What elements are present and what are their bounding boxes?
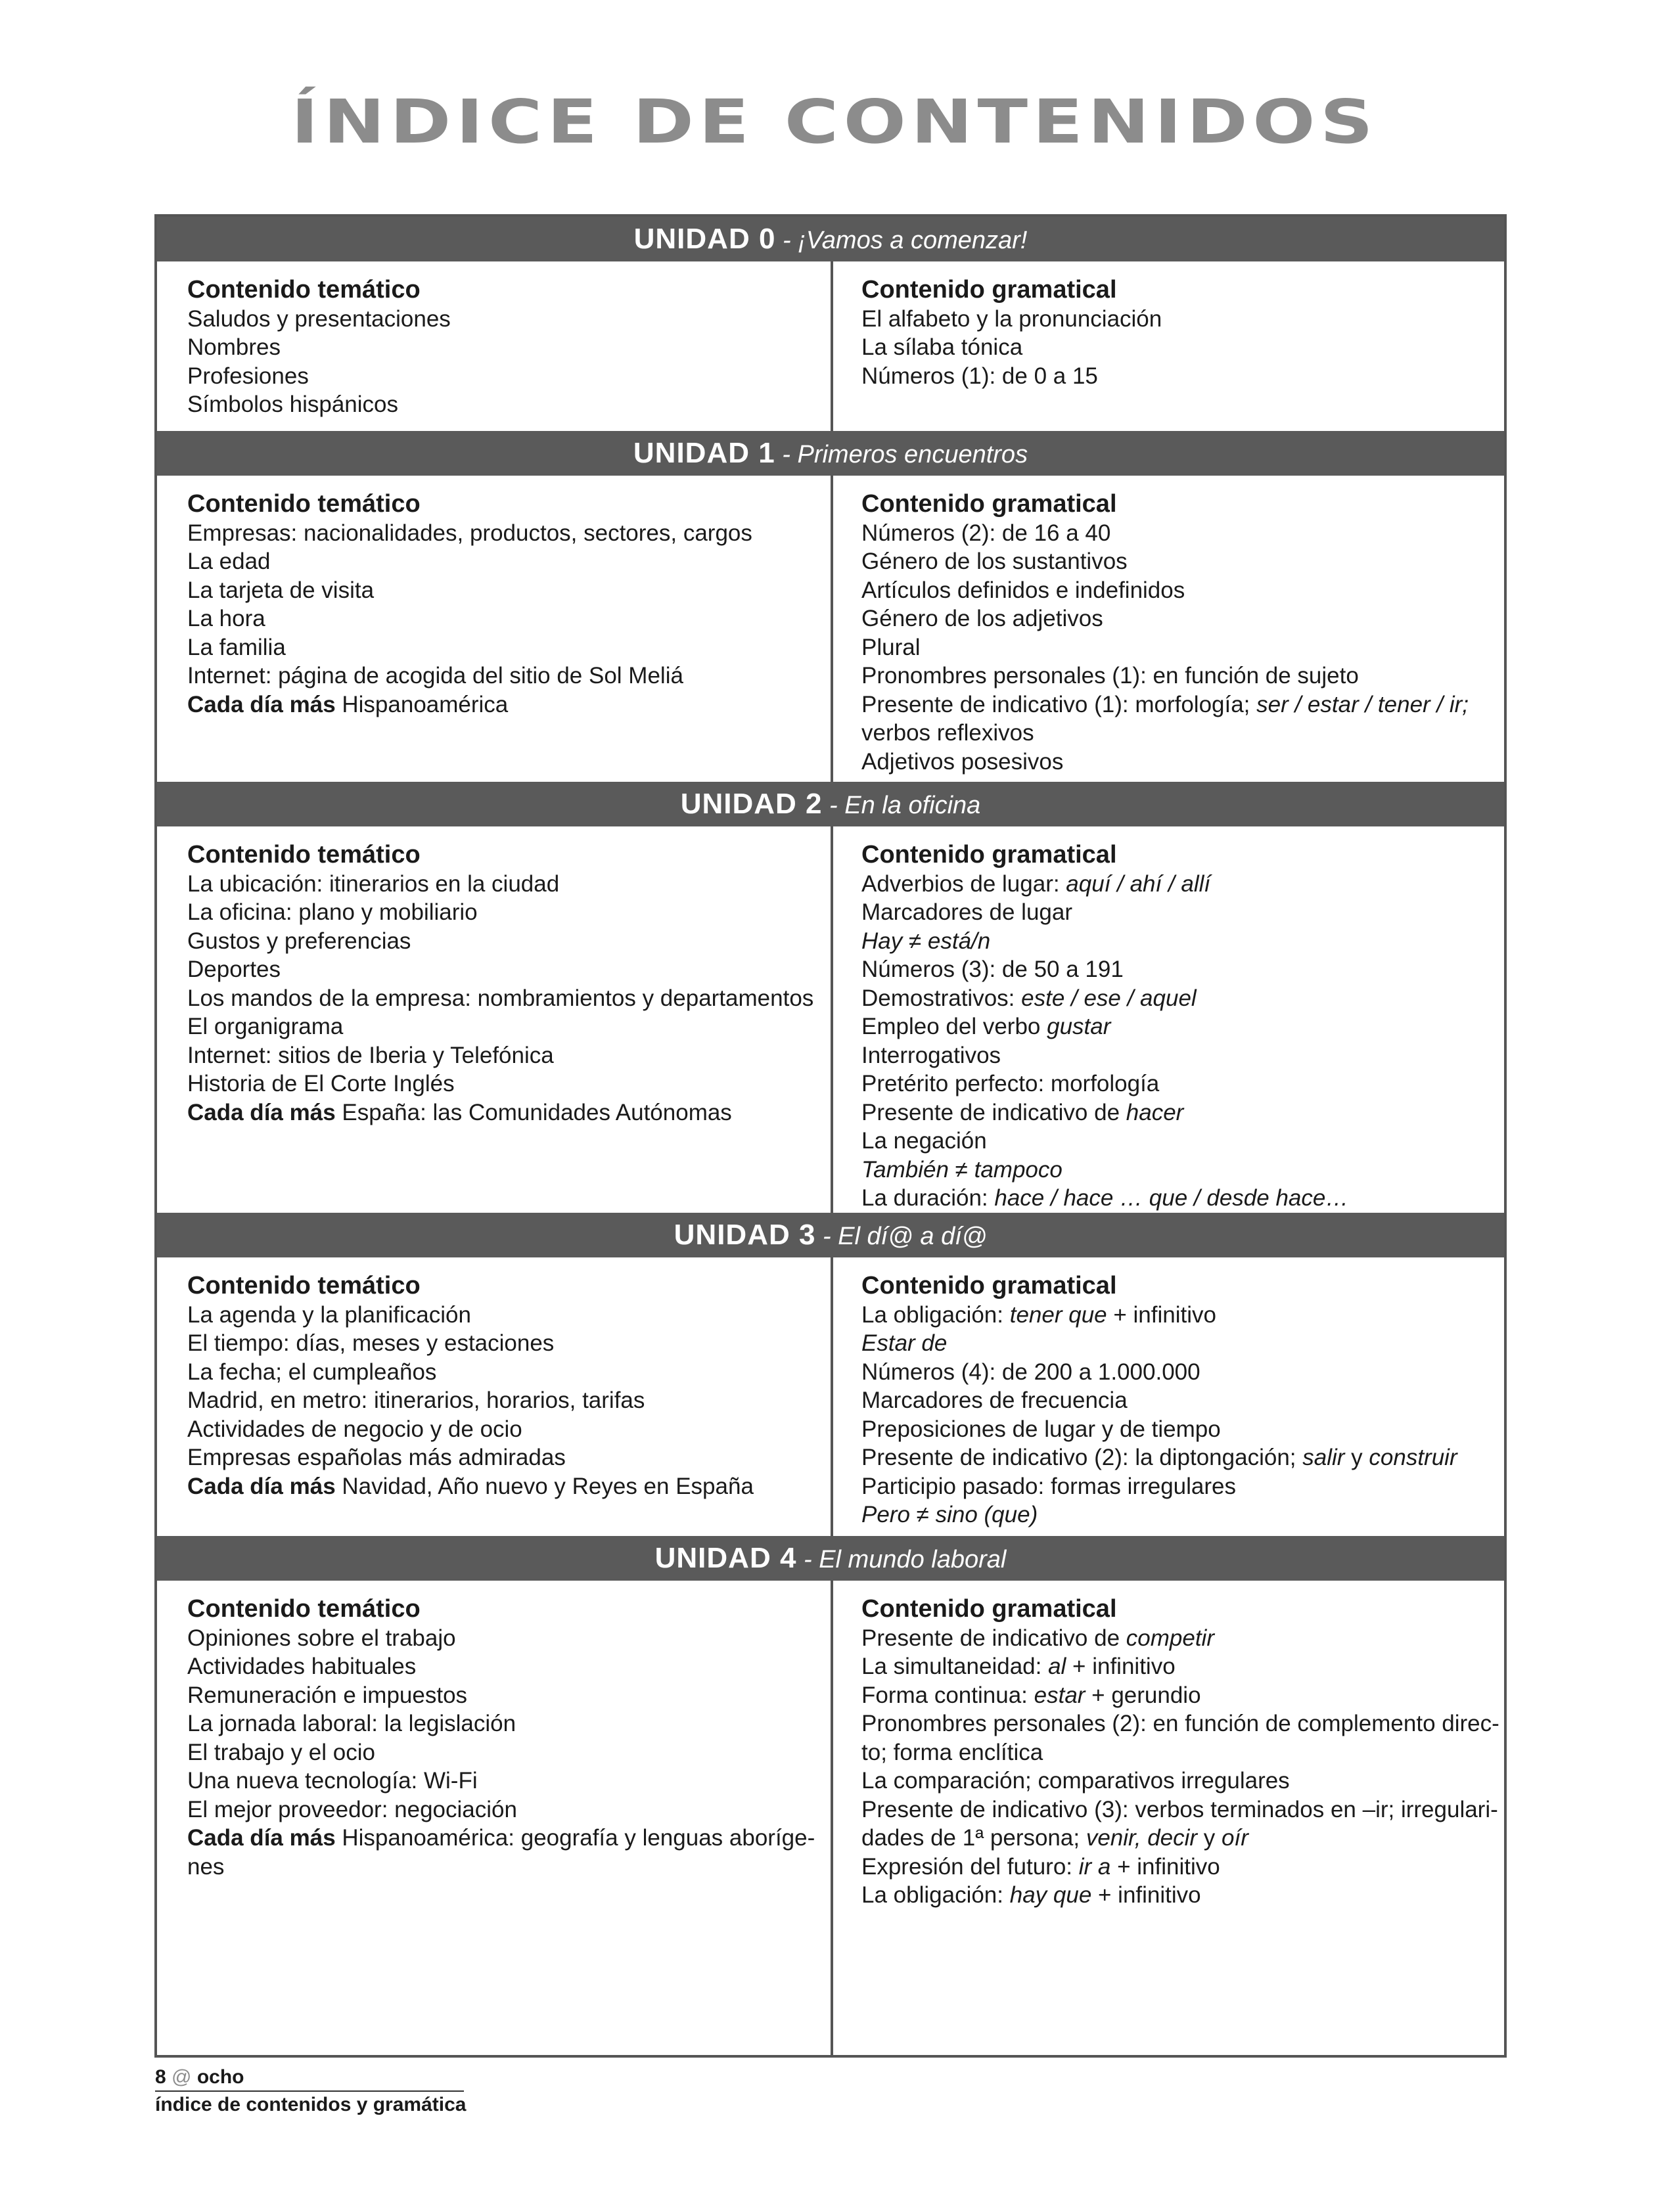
item-text: Expresión del futuro: [861, 1853, 1079, 1880]
item-text: La edad [187, 549, 271, 574]
column-divider [831, 261, 833, 431]
item-text: Números (4): de 200 a 1.000.000 [861, 1359, 1200, 1385]
unit-subtitle: - El dí@ a dí@ [815, 1223, 988, 1250]
content-item [187, 1767, 812, 1795]
page-title: ÍNDICE DE CONTENIDOS [290, 87, 1379, 157]
bold-label: Cada día más [187, 691, 336, 717]
column-divider [831, 1257, 833, 1536]
content-item [187, 1738, 812, 1767]
content-item [861, 1127, 1479, 1156]
item-text: Actividades de negocio y de ocio [187, 1416, 522, 1442]
item-text: Género de los adjetivos [861, 606, 1103, 631]
italic-text: Estar de [861, 1330, 948, 1356]
content-item [187, 604, 812, 633]
contents-table [154, 214, 1507, 2058]
item-text: Preposiciones de lugar y de tiempo [861, 1416, 1221, 1442]
item-text: dades de 1ª persona; [861, 1825, 1086, 1851]
item-text: + infinitivo [1066, 1654, 1176, 1679]
item-text: + gerundio [1085, 1682, 1201, 1708]
content-item [187, 1070, 812, 1098]
content-item [861, 1795, 1498, 1824]
page-word: ocho [196, 2066, 244, 2088]
unit-number: UNIDAD 4 [654, 1542, 797, 1574]
grammatical-content-column [861, 1272, 1479, 1529]
content-item [861, 870, 1479, 899]
item-text: Pretérito perfecto: morfología [861, 1071, 1160, 1096]
thematic-heading: Contenido temático [187, 1595, 421, 1623]
item-text: Forma continua: [861, 1682, 1034, 1708]
content-item [187, 547, 812, 576]
page-footer [155, 2064, 466, 2118]
italic-text: construir [1369, 1445, 1457, 1470]
item-text: Actividades habituales [187, 1654, 417, 1679]
item-text: Adverbios de lugar: [861, 870, 1066, 897]
item-text: Internet: página de acogida del sitio de Sol Meliá [187, 663, 683, 688]
item-text: to; forma enclítica [861, 1739, 1043, 1765]
content-item [861, 1881, 1479, 1910]
content-item [861, 1824, 1479, 1853]
item-text: y [1197, 1825, 1222, 1851]
content-item [861, 1472, 1479, 1501]
item-text: La hora [187, 606, 265, 631]
item-text: Hispanoamérica [335, 691, 509, 717]
item-text: La fecha; el cumpleaños [187, 1359, 437, 1385]
content-item [187, 1443, 812, 1472]
content-item [187, 1709, 812, 1738]
item-text: Internet: sitios de Iberia y Telefónica [187, 1042, 554, 1068]
content-item [861, 719, 1479, 748]
content-item [861, 1443, 1479, 1472]
item-text: La tarjeta de visita [187, 577, 375, 603]
italic-text: tener que [1009, 1301, 1107, 1328]
unit-number: UNIDAD 2 [680, 788, 823, 820]
item-text: Números (3): de 50 a 191 [861, 957, 1124, 982]
item-text: Participio pasado: formas irregulares [861, 1473, 1236, 1499]
italic-text: También ≠ tampoco [861, 1156, 1063, 1183]
item-text: Símbolos hispánicos [187, 392, 398, 417]
content-item [861, 1681, 1479, 1710]
item-text: La jornada laboral: la legislación [187, 1711, 516, 1736]
unit-header [157, 431, 1504, 476]
italic-text: salir [1302, 1445, 1345, 1470]
item-text: Una nueva tecnología: Wi-Fi [187, 1768, 478, 1794]
grammatical-heading: Contenido gramatical [861, 841, 1117, 869]
italic-text: competir [1126, 1625, 1214, 1651]
item-text: Hispanoamérica: geografía y lenguas aboríge- [335, 1825, 815, 1851]
content-item [861, 1358, 1479, 1387]
item-text: + infinitivo [1107, 1301, 1216, 1328]
item-text: La agenda y la planificación [187, 1301, 471, 1328]
item-text: Madrid, en metro: itinerarios, horarios, tarifas [187, 1388, 645, 1413]
thematic-heading: Contenido temático [187, 841, 421, 869]
item-text: La familia [187, 634, 286, 660]
content-item [187, 1853, 812, 1882]
thematic-content-column [187, 276, 812, 419]
content-item [861, 1301, 1479, 1330]
content-item [187, 690, 812, 719]
item-text: Plural [861, 634, 921, 660]
content-item [861, 1415, 1479, 1444]
item-text: Presente de indicativo (3): verbos terminados en –ir; irregulari- [861, 1796, 1498, 1822]
content-item [861, 1041, 1479, 1070]
italic-text: ser / estar / tener / ir; [1256, 691, 1469, 717]
content-item [187, 927, 812, 956]
content-item [861, 690, 1479, 719]
content-item [861, 927, 1479, 956]
unit-header [157, 1536, 1504, 1581]
unit-header [157, 217, 1504, 261]
content-item [861, 1156, 1479, 1185]
item-text: Presente de indicativo (1): morfología; [861, 691, 1257, 717]
content-item [861, 604, 1479, 633]
page-number: 8 [155, 2066, 166, 2088]
content-item [187, 955, 812, 984]
italic-text: hace / hace … que / desde hace… [994, 1185, 1349, 1211]
column-divider [831, 826, 833, 1213]
item-text: Deportes [187, 957, 281, 982]
content-item [187, 576, 812, 605]
content-item [187, 1795, 812, 1824]
content-item [861, 662, 1479, 690]
italic-text: oír [1222, 1825, 1248, 1851]
item-text: Interrogativos [861, 1042, 1001, 1068]
content-item [187, 1098, 812, 1127]
item-text: La obligación: [861, 1301, 1010, 1328]
item-text: Números (1): de 0 a 15 [861, 363, 1098, 389]
grammatical-content-column [861, 841, 1479, 1213]
content-item [861, 1624, 1479, 1653]
unit-subtitle: - Primeros encuentros [775, 441, 1028, 468]
content-item [861, 576, 1479, 605]
thematic-content-column [187, 841, 812, 1127]
item-text: Demostrativos: [861, 985, 1022, 1011]
bold-label: Cada día más [187, 1099, 336, 1125]
content-item [861, 362, 1479, 391]
thematic-content-column [187, 490, 812, 719]
item-text: Presente de indicativo de [861, 1625, 1126, 1651]
italic-text: ir a [1078, 1853, 1111, 1880]
item-text: Empleo del verbo [861, 1014, 1047, 1039]
item-text: La ubicación: itinerarios en la ciudad [187, 870, 560, 897]
item-text: La negación [861, 1128, 987, 1154]
item-text: El mejor proveedor: negociación [187, 1796, 517, 1822]
item-text: Pronombres personales (2): en función de complemento direc- [861, 1711, 1499, 1736]
content-item [187, 633, 812, 662]
grammatical-content-column [861, 276, 1479, 390]
thematic-heading: Contenido temático [187, 276, 421, 304]
item-text: El trabajo y el ocio [187, 1739, 375, 1765]
item-text: Historia de El Corte Inglés [187, 1071, 455, 1096]
content-item [861, 1098, 1479, 1127]
grammatical-content-column [861, 490, 1479, 776]
content-item [861, 519, 1479, 548]
content-item [187, 1386, 812, 1415]
column-divider [831, 476, 833, 782]
unit-header [157, 1213, 1504, 1257]
item-text: Los mandos de la empresa: nombramientos y departamentos [187, 985, 814, 1011]
thematic-heading: Contenido temático [187, 490, 421, 518]
content-item [861, 1501, 1479, 1529]
italic-text: este / ese / aquel [1021, 985, 1197, 1011]
item-text: La simultaneidad: [861, 1654, 1049, 1679]
item-text: La oficina: plano y mobiliario [187, 899, 478, 925]
item-text: Género de los sustantivos [861, 549, 1128, 574]
content-item [861, 547, 1479, 576]
item-text: Navidad, Año nuevo y Reyes en España [335, 1473, 754, 1499]
content-item [187, 870, 812, 899]
item-text: Presente de indicativo (2): la diptongación; [861, 1445, 1303, 1470]
item-text: Saludos y presentaciones [187, 305, 451, 332]
content-item [861, 1329, 1479, 1358]
content-item [861, 633, 1479, 662]
content-item [187, 1624, 812, 1653]
grammatical-content-column [861, 1595, 1499, 1910]
footer-page-line [155, 2064, 464, 2092]
item-text: Presente de indicativo de [861, 1099, 1126, 1125]
content-item [187, 898, 812, 927]
item-text: La sílaba tónica [861, 334, 1023, 360]
content-item [187, 1415, 812, 1444]
italic-text: Hay ≠ está/n [861, 928, 991, 954]
content-item [861, 1386, 1479, 1415]
unit-header [157, 782, 1504, 826]
italic-text: hay que [1009, 1882, 1092, 1908]
unit-subtitle: - El mundo laboral [796, 1546, 1007, 1573]
italic-text: aquí / ahí / allí [1066, 870, 1211, 897]
content-item [187, 1301, 812, 1330]
item-text: El alfabeto y la pronunciación [861, 305, 1162, 332]
item-text: Pronombres personales (1): en función de sujeto [861, 663, 1359, 688]
content-item [861, 955, 1479, 984]
item-text: Artículos definidos e indefinidos [861, 577, 1185, 603]
item-text: El tiempo: días, meses y estaciones [187, 1330, 555, 1356]
item-text: La comparación; comparativos irregulares [861, 1768, 1290, 1794]
item-text: Marcadores de lugar [861, 899, 1072, 925]
unit-subtitle: - ¡Vamos a comenzar! [775, 227, 1028, 254]
item-text: y [1344, 1445, 1369, 1470]
grammatical-heading: Contenido gramatical [861, 490, 1117, 518]
unit-number: UNIDAD 0 [633, 223, 776, 255]
content-item [861, 333, 1479, 362]
content-item [187, 305, 812, 334]
grammatical-heading: Contenido gramatical [861, 1272, 1117, 1299]
content-item [187, 1472, 812, 1501]
content-item [187, 362, 812, 391]
thematic-heading: Contenido temático [187, 1272, 421, 1299]
item-text: Gustos y preferencias [187, 928, 411, 954]
content-item [187, 1358, 812, 1387]
item-text: Opiniones sobre el trabajo [187, 1625, 456, 1651]
item-text: Empresas: nacionalidades, productos, sectores, cargos [187, 520, 752, 546]
content-item [861, 898, 1479, 927]
italic-text: hacer [1126, 1099, 1184, 1125]
content-item [861, 1012, 1479, 1041]
content-item [187, 519, 812, 548]
item-text: Nombres [187, 334, 281, 360]
item-text: España: las Comunidades Autónomas [335, 1099, 732, 1125]
content-item [187, 390, 812, 419]
content-item [861, 305, 1479, 334]
column-divider [831, 1581, 833, 2055]
bold-label: Cada día más [187, 1473, 336, 1499]
content-item [187, 1681, 812, 1710]
item-text: Números (2): de 16 a 40 [861, 520, 1111, 546]
item-text: + infinitivo [1091, 1882, 1201, 1908]
grammatical-heading: Contenido gramatical [861, 276, 1117, 304]
content-item [861, 1070, 1479, 1098]
item-text: La duración: [861, 1185, 995, 1211]
unit-number: UNIDAD 3 [674, 1219, 816, 1251]
item-text: Remuneración e impuestos [187, 1682, 468, 1708]
content-item [187, 1652, 812, 1681]
content-item [861, 748, 1479, 777]
italic-text: estar [1034, 1682, 1086, 1708]
item-text: verbos reflexivos [861, 720, 1034, 746]
content-item [187, 1329, 812, 1358]
item-text: Empresas españolas más admiradas [187, 1445, 566, 1470]
content-item [861, 1184, 1479, 1213]
content-item [861, 1738, 1479, 1767]
item-text: nes [187, 1853, 225, 1880]
content-item [861, 984, 1479, 1013]
unit-number: UNIDAD 1 [633, 437, 775, 469]
item-text: Marcadores de frecuencia [861, 1388, 1128, 1413]
content-item [861, 1709, 1499, 1738]
content-item [187, 1041, 812, 1070]
footer-section: índice de contenidos y gramática [155, 2094, 467, 2115]
italic-text: al [1048, 1654, 1066, 1679]
content-item [861, 1853, 1479, 1882]
bold-label: Cada día más [187, 1825, 336, 1851]
italic-text: venir, decir [1086, 1825, 1198, 1851]
content-item [861, 1767, 1479, 1795]
item-text: La obligación: [861, 1882, 1010, 1908]
content-item [187, 1012, 812, 1041]
content-item [861, 1652, 1479, 1681]
at-symbol: @ [171, 2066, 192, 2088]
content-item [187, 333, 812, 362]
italic-text: gustar [1047, 1014, 1111, 1039]
item-text: Profesiones [187, 363, 309, 389]
item-text: Adjetivos posesivos [861, 748, 1064, 775]
thematic-content-column [187, 1272, 812, 1501]
italic-text: Pero ≠ sino (que) [861, 1502, 1038, 1527]
content-item [187, 984, 812, 1013]
thematic-content-column [187, 1595, 815, 1881]
item-text: + infinitivo [1110, 1853, 1220, 1880]
content-item [187, 1824, 815, 1853]
unit-subtitle: - En la oficina [822, 792, 981, 819]
grammatical-heading: Contenido gramatical [861, 1595, 1117, 1623]
content-item [187, 662, 812, 690]
item-text: El organigrama [187, 1014, 344, 1039]
